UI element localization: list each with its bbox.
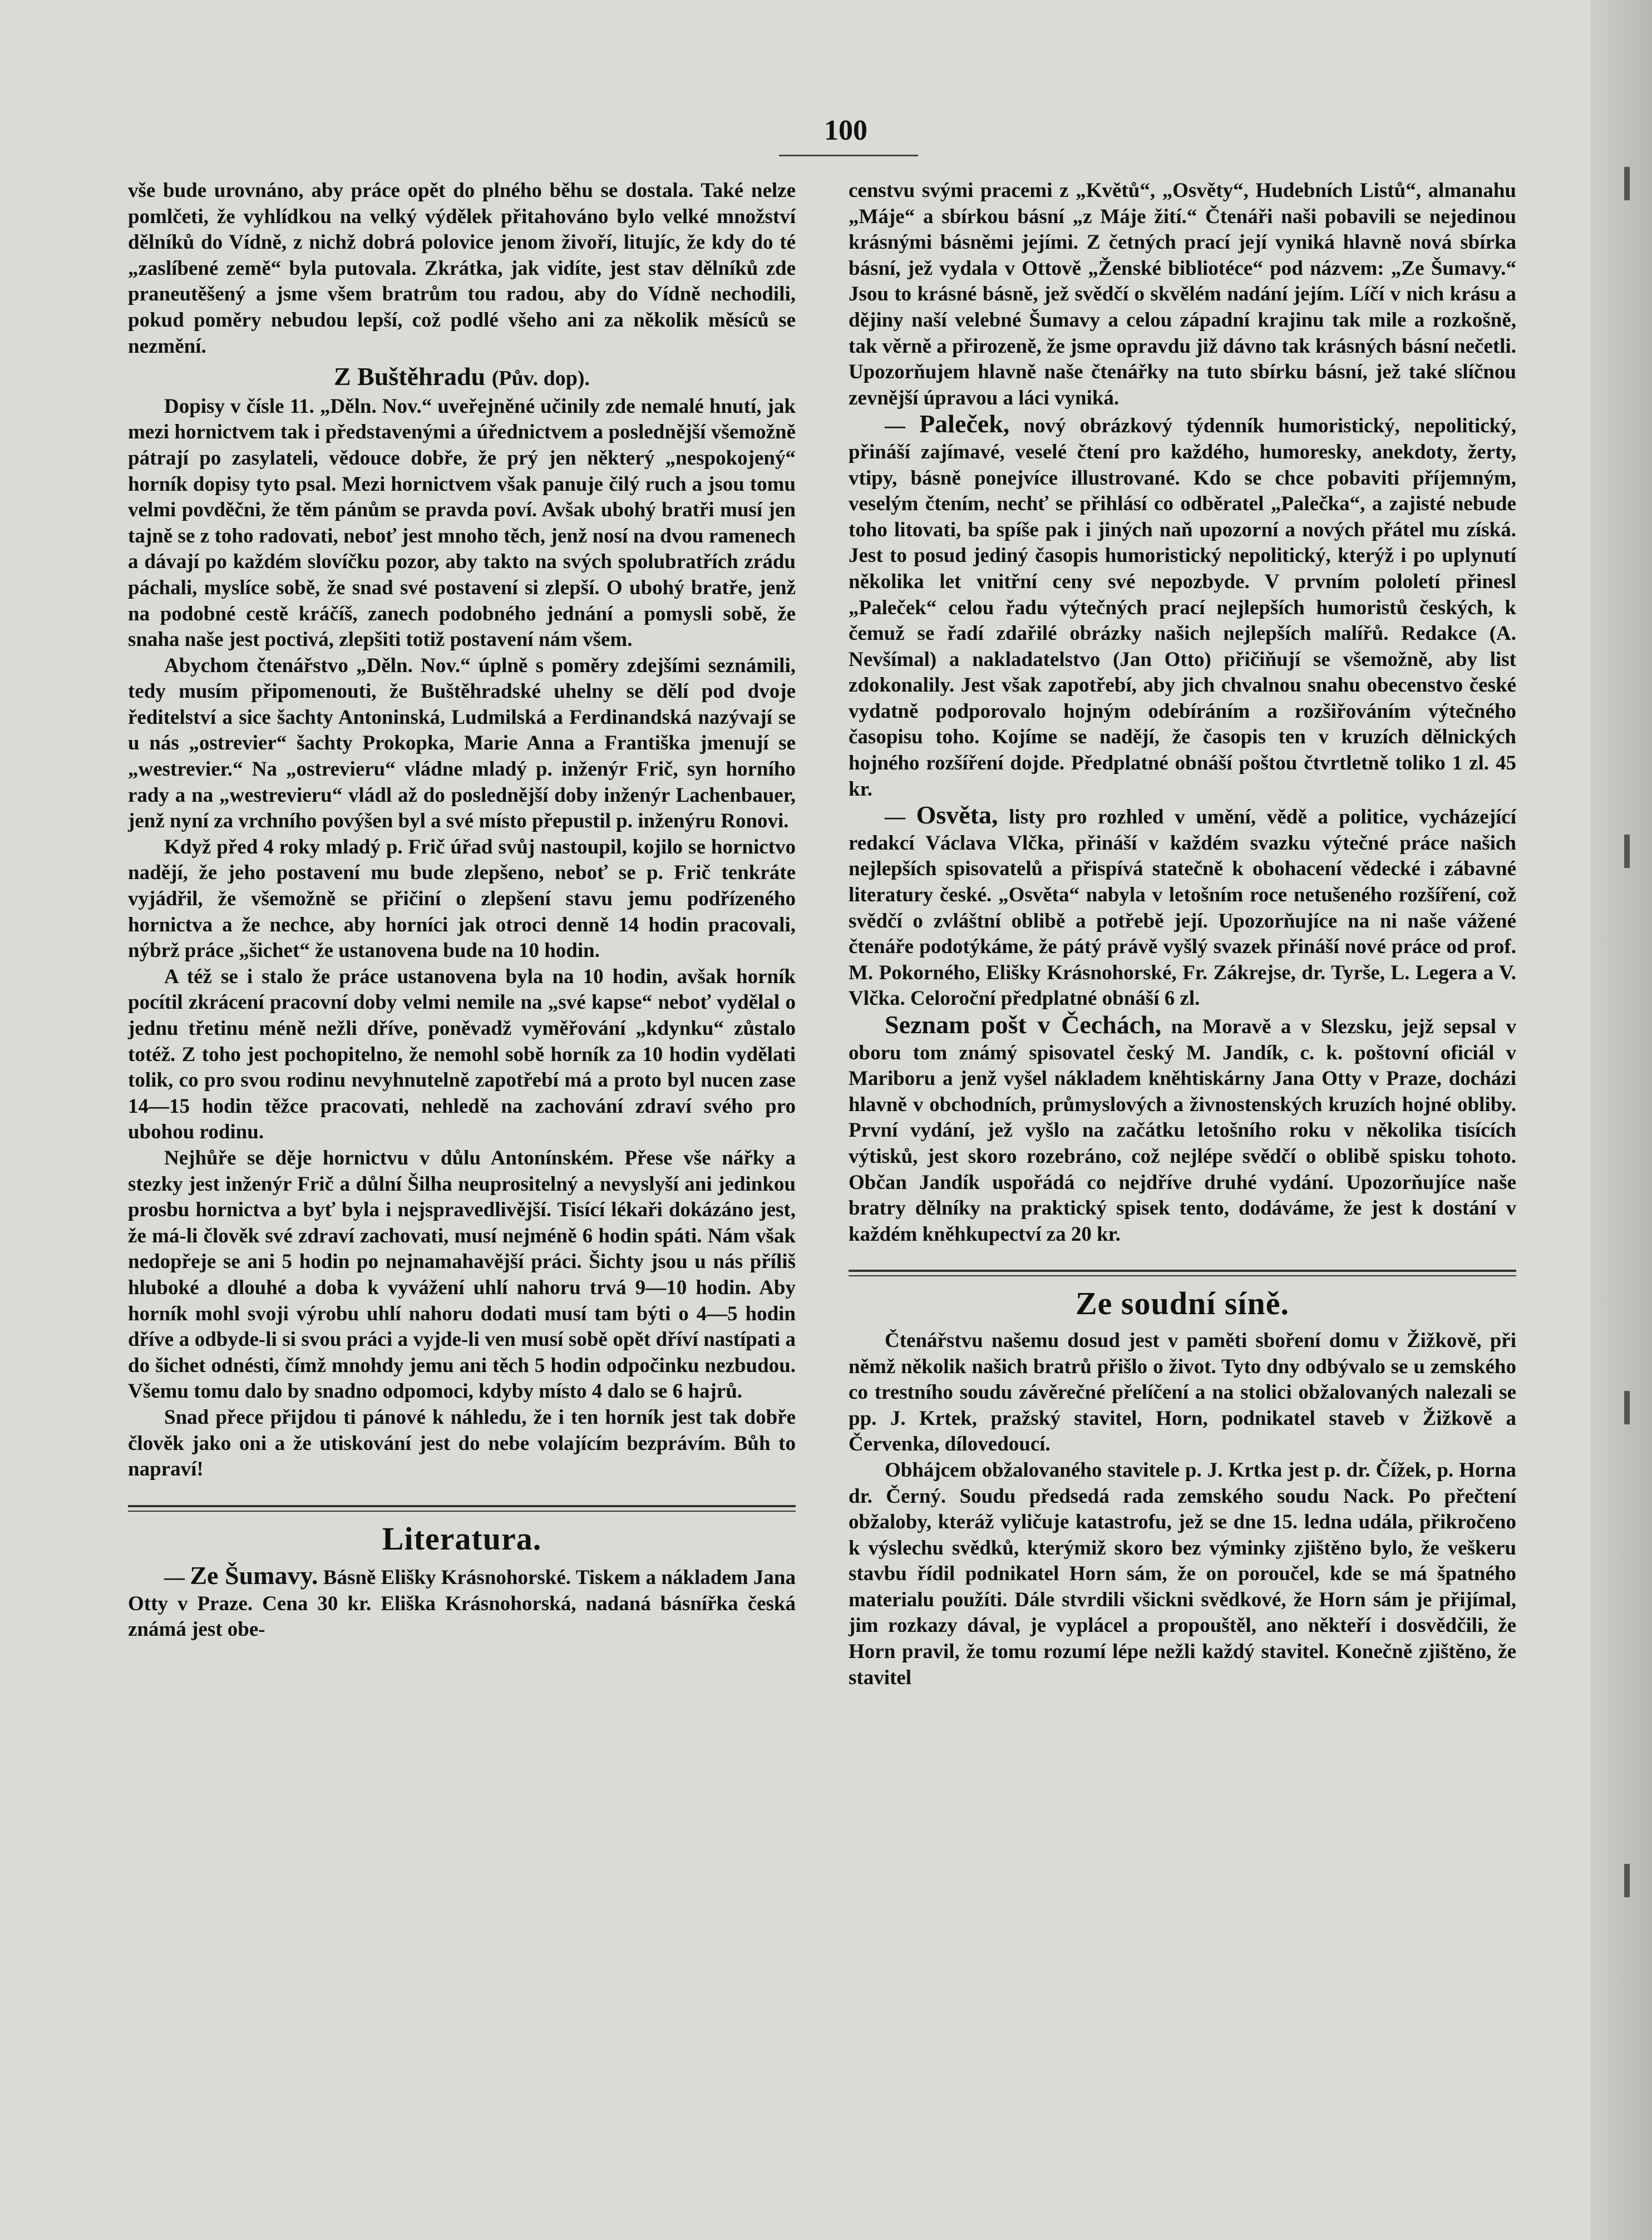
left-column <box>128 178 796 1643</box>
literature-entry: — Ze Šumavy. Básně Elišky Krásnohorské. Tiskem a nákladem Jana Otty v Praze. Cena 30 kr. Eliška Krásnohorská, nadaná básnířka česká známá jest obe- <box>128 1561 796 1641</box>
binding-edge <box>1591 0 1652 2240</box>
paragraph: censtvu svými pracemi z „Květů“, „Osvěty“, Hudebních Listů“, almanahu „Máje“ a sbírkou básní „z Máje žití.“ Čtenáři naši pobavili se nejedinou krásnými básněmi jejími. Z četných prací její vyniká hlavně nová sbírka básní, jež vydala v Ottově „Ženské bibliotéce“ pod názvem: „Ze Šumavy.“ Jsou to krásné básně, jež svědčí o skvělém nadání jejím. Líčí v nich krásu a dějiny naší velebné Šumavy a celou západní krajinu tak mile a rozkošně, tak věrně a přirozeně, že jsme opravdu již dávno tak krásných básní nečetli. Upozorňujem hlavně naše čtenářky na tuto sbírku básní, jež také slíčnou zevnější úpravou a láci vyniká. <box>849 179 1516 409</box>
entry-title: Osvěta, <box>916 801 998 830</box>
section-heading-soudni-sin: Ze soudní síně. <box>1075 1285 1290 1322</box>
paragraph: Čtenářstvu našemu dosud jest v paměti sboření domu v Žižkově, při němž několik našich bratrů přišlo o život. Tyto dny odbývalo se u zemského co trestního soudu závěrečné přelíčení a na stolici obžalovaných nalezali se pp. J. Krtek, pražský stavitel, Horn, podnikatel staveb v Žižkově a Červenka, dílovedoucí. <box>849 1329 1516 1456</box>
paragraph: A též se i stalo že práce ustanovena byla na 10 hodin, avšak horník pocítil zkrácení pracovní doby velmi nemile na „své kapse“ neboť vydělal o jednu třetinu méně nežli dříve, poněvadž vyměřování „kdynku“ zůstalo totéž. Z toho jest pochopitelno, že nemohl sobě horník za 10 hodin vydělati tolik, co pro svou rodinu nevyhnutelně zapotřebí má a proto byl nucen zase 14—15 hodin těžce pracovati, nehledě na zachování zdraví svého pro ubohou rodinu. <box>128 965 796 1144</box>
article-heading-title: Z Buštěhradu <box>333 362 486 391</box>
entry-text: Básně Elišky Krásnohorské. Tiskem a nákladem Jana Otty v Praze. Cena 30 kr. Eliška Krásnohorská, nadaná básnířka česká známá jest obe- <box>128 1566 796 1641</box>
entry-text: nový obrázkový týdenník humoristický, nepolitický, přináší zajímavé, veselé čtení pro každého, humoresky, anekdoty, žerty, vtipy, básně ponejvíce illustrované. Kdo se chce pobaviti příjemným, veselým čtením, nechť se přihlásí co odběratel „Palečka“, a zajisté nebude toho litovati, ba spíše pak i jiných naň upozorní a nových přátel mu získá. Jest to posud jediný časopis humoristický nepolitický, kterýž i po uplynutí několika let vnitřní ceny své nepozbyde. V prvním pololetí přinesl „Paleček“ celou řadu výtečných prací nejlepších humoristů českých, k čemuž se řadí zdařilé obrázky našich nejlepších malířů. Redakce (A. Nevšímal) a nakladatelstvo (Jan Otto) přičiňují se všemožně, aby list zdokonalily. Jest však zapotřebí, aby jich chvalnou snahu obecenstvo české vydatně podporovalo hojným odebíráním a rozšiřováním výtečného časopisu toho. Kojíme se nadějí, že časopis ten v kruzích dělnických hojného rozšíření dojde. Předplatné obnáší poštou čtvrtletně toliko 1 zl. 45 kr. <box>849 415 1516 801</box>
entry-title: Paleček, <box>919 409 1010 438</box>
binding-mark <box>1624 167 1630 200</box>
paragraph: vše bude urovnáno, aby práce opět do plného běhu se dostala. Také nelze pomlčeti, že vyhlídkou na velký výdělek přitahováno bylo velké množství dělníků do Vídně, z nichž dobrá polovice jenom živoří, litujíc, že kdy do té „zaslíbené země“ byla putovala. Zkrátka, jak vidíte, jest stav dělníků zde praneutěšený a jsme všem bratrům tou radou, aby do Vídně nechodili, pokud poměry nebudou lepší, což podlé všeho ani za několik měsíců se nezmění. <box>128 179 796 358</box>
paragraph: Když před 4 roky mladý p. Frič úřad svůj nastoupil, kojilo se hornictvo nadějí, že jeho postavení mu bude zlepšeno, neboť se p. Frič tenkráte vyjádřil, že všemožně se přičiní o zlepšení stavu jemu podřízeného hornictva a že nechce, aby horníci jak otroci denně 14 hodin pracovali, nýbrž práce „šichet“ že ustanovena bude na 10 hodin. <box>128 835 796 963</box>
section-heading-literatura: Literatura. <box>382 1520 542 1557</box>
section-divider-thin <box>849 1275 1516 1276</box>
paragraph: Nejhůře se děje hornictvu v důlu Antonínském. Přese vše nářky a stezky jest inženýr Frič a důlní Šilha neuprositelný a nevyslyší ani jedinkou prosbu hornictva a byť byla i nejspravedlivější. Tisící lékaři dokázáno jest, že má-li člověk své zdraví zachovati, musí nejméně 6 hodin spáti. Nám však nedopřeje se ani 5 hodin po nejnamahavější práci. Šichty jsou u nás příliš hluboké a dlouhé a doba k vyvážení uhlí nahoru trvá 9—10 hodin. Aby horník mohl svoji výrobu uhlí nahoru dodati musí tam býti o 4—5 hodin dříve a odbyde-li si svou práci a vyjde-li ven musí sobě opět dříví nastípati a do šichet odnésti, čímž mnohdy jemu ani těch 5 hodin odpočinku nezbudou. Všemu tomu dalo by snadno odpomoci, kdyby místo 4 dalo se 6 hajrů. <box>128 1146 796 1403</box>
paragraph: Obhájcem obžalovaného stavitele p. J. Krtka jest p. dr. Čížek, p. Horna dr. Černý. Soudu předsedá rada zemského soudu Nack. Po přečtení obžaloby, kteráž vyličuje katastrofu, jež se dne 15. ledna udála, přikročeno k výslechu svědků, kterýmiž skoro bez výminky zjištěno bylo, že veškeru stavbu řídil podnikatel Horn sám, že on poroučel, kde se má špatného materialu použíti. Dále stvrdili všickni svědkové, že Horn sám je přijímal, jim rozkazy dával, je vyplácel a propouštěl, ano někteří i dosvědčili, že Horn pravil, že tomu rozumí lépe nežli každý stavitel. Konečně zjištěno, že stavitel <box>849 1458 1516 1689</box>
entry-title: Seznam pošt v Čechách, <box>885 1010 1162 1039</box>
paragraph: Dopisy v čísle 11. „Děln. Nov.“ uveřejněné učinily zde nemalé hnutí, jak mezi hornictvem tak i představenými a úřednictvem a poslednější všemožně pátrají po zasylateli, vědouce dobře, že prý jen některý „nespokojený“ horník dopisy tyto psal. Mezi hornictvem však panuje čilý ruch a jsou tomu velmi povděčni, že těm pánům se pravda poví. Avšak ubohý bratři musí jen tajně se z toho radovati, neboť jest mnoho těch, jenž nosí na dvou ramenech a dávají po každém slovíčku pozor, aby takto na svých spolubratřích zrádu páchali, myslíce sobě, že snad své postavení si zlepší. O ubohý bratře, jenž na podobné cestě kráčíš, zanech podobného jednání a pomysli sobě, že snaha naše jest poctivá, zlepšiti totiž postavení nám všem. <box>128 394 796 652</box>
literature-entry: — Osvěta, listy pro rozhled v umění, vědě a politice, vycházející redakcí Václava Vlčka, přináší v každém svazku výtečné práce našich nejlepších spisovatelů a přispívá statečně k obohacení vědecké i zábavné literatury české. „Osvěta“ nabyla v letošním roce netušeného rozšíření, což svědčí o zvláštní oblibě a potřebě její. Upozorňujíce na ni naše vážené čtenáře podotýkáme, že pátý právě vyšlý svazek přináší nové práce od prof. M. Pokorného, Elišky Krásnohorské, Fr. Zákrejse, dr. Tyrše, L. Legera a V. Vlčka. Celoroční předplatné obnáší 6 zl. <box>849 801 1516 1010</box>
entry-text: listy pro rozhled v umění, vědě a politice, vycházející redakcí Václava Vlčka, přináší v každém svazku výtečné práce našich nejlepších spisovatelů a přispívá statečně k obohacení vědecké i zábavné literatury české. „Osvěta“ nabyla v letošním roce netušeného rozšíření, což svědčí o zvláštní oblibě a potřebě její. Upozorňujíce na ni naše vážené čtenáře podotýkáme, že pátý právě vyšlý svazek přináší nové práce od prof. M. Pokorného, Elišky Krásnohorské, Fr. Zákrejse, dr. Tyrše, L. Legera a V. Vlčka. Celoroční předplatné obnáší 6 zl. <box>849 806 1516 1010</box>
article-heading-note: (Pův. dop). <box>491 367 590 391</box>
article-heading <box>128 364 796 392</box>
paragraph: Abychom čtenářstvo „Děln. Nov.“ úplně s poměry zdejšími seznámili, tedy musím připomenouti, že Buštěhradské uhelny se dělí pod dvoje ředitelství a sice šachty Antoninská, Ludmilská a Ferdinandská nazývají se u nás „ostrevier“ šachty Prokopka, Marie Anna a Františka jmenují se „westrevier.“ Na „ostrevieru“ vládne mladý p. inženýr Frič, syn horního rady a na „westrevieru“ vládl až do poslednější doby inženýr Lachenbauer, jenž nyní za vrchního povýšen byl a své místo přepustil p. inženýru Ronovi. <box>128 654 796 833</box>
paragraph: Snad přece přijdou ti pánové k náhledu, že i ten horník jest tak dobře člověk jako oni a že utiskování jest do nebe volajícím bezprávím. Bůh to napraví! <box>128 1405 796 1481</box>
binding-mark <box>1624 835 1630 868</box>
literature-entry <box>849 1012 1516 1247</box>
binding-mark <box>1624 1391 1630 1424</box>
section-divider <box>849 1270 1516 1272</box>
right-column <box>849 178 1516 1691</box>
page-number: 100 <box>824 115 867 146</box>
section-divider <box>128 1505 796 1507</box>
literature-entry: — Paleček, nový obrázkový týdenník humoristický, nepolitický, přináší zajímavé, veselé čtení pro každého, humoresky, anekdoty, žerty, vtipy, básně ponejvíce illustrované. Kdo se chce pobaviti příjemným, veselým čtením, nechť se přihlásí co odběratel „Palečka“, a zajisté nebude toho litovati, ba spíše pak i jiných naň upozorní a nových přátel mu získá. Jest to posud jediný časopis humoristický nepolitický, kterýž i po uplynutí několika let vnitřní ceny své nepozbyde. V prvním pololetí přinesl „Paleček“ celou řadu výtečných prací nejlepších humoristů českých, k čemuž se řadí zdařilé obrázky našich nejlepších malířů. Redakce (A. Nevšímal) a nakladatelstvo (Jan Otto) přičiňují se všemožně, aby list zdokonalily. Jest však zapotřebí, aby jich chvalnou snahu obecenstvo české vydatně podporovalo hojným odebíráním a rozšiřováním výtečného časopisu toho. Kojíme se nadějí, že časopis ten v kruzích dělnických hojného rozšíření dojde. Předplatné obnáší poštou čtvrtletně toliko 1 zl. 45 kr. <box>849 409 1516 801</box>
entry-title: Ze Šumavy. <box>190 1561 318 1590</box>
entry-text: na Moravě a v Slezsku, jejž sepsal v oboru tom známý spisovatel český M. Jandík, c. k. poštovní oficiál v Mariboru a jenž vyšel nákladem kněhtiskárny Jana Otty v Praze, docházi hlavně v obchodních, průmyslových a živnostenských kruzích hojné obliby. První vydání, jež vyšlo na začátku letošního roku v několika tisících výtisků, jest skoro rozebráno, což nejlépe svědčí o oblibě spisku tohoto. Občan Jandík uspořádá co nejdříve druhé vydání. Upozorňujíce naše bratry dělníky na praktický spisek tento, dodáváme, že jest k dostání v každém kněhkupectví za 20 kr. <box>849 1015 1517 1246</box>
section-divider-thin <box>128 1511 796 1512</box>
header-rule <box>779 155 918 156</box>
binding-mark <box>1624 1864 1630 1897</box>
